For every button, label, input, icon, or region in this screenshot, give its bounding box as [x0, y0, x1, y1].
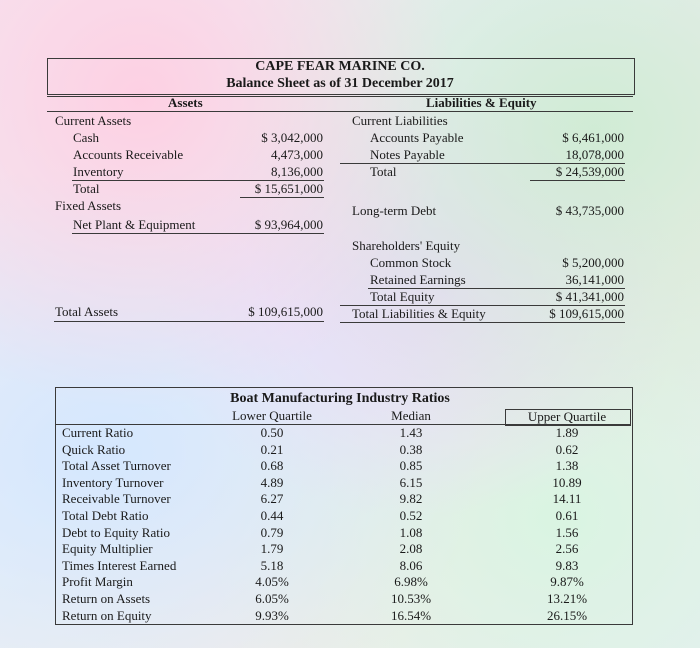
header-rule-bottom — [47, 111, 633, 112]
ratio-median: 9.82 — [399, 491, 423, 506]
ratio-lower: 0.68 — [260, 458, 284, 473]
ratio-lower: 5.18 — [260, 558, 284, 573]
inventory-label: Inventory — [73, 164, 124, 179]
tle-value: $ 109,615,000 — [549, 306, 624, 321]
total-ca-value: $ 15,651,000 — [254, 181, 323, 196]
ratio-name: Total Asset Turnover — [62, 458, 171, 473]
ratio-upper: 1.38 — [555, 458, 579, 473]
ratio-name: Times Interest Earned — [62, 558, 177, 573]
ratio-median: 1.08 — [399, 525, 423, 540]
ratio-name: Profit Margin — [62, 574, 133, 589]
ratio-lower: 0.21 — [260, 442, 284, 457]
cash-value: $ 3,042,000 — [261, 130, 323, 145]
se-label: Shareholders' Equity — [352, 238, 461, 253]
ratio-median: 10.53% — [390, 591, 432, 606]
ratio-median: 6.98% — [394, 574, 428, 589]
ratio-name: Total Debt Ratio — [62, 508, 149, 523]
te-value: $ 41,341,000 — [555, 289, 624, 304]
np-label: Notes Payable — [370, 147, 445, 162]
ratio-upper: 10.89 — [552, 475, 582, 490]
total-assets-label: Total Assets — [55, 304, 119, 319]
total-cl-label: Total — [370, 164, 397, 179]
cash-label: Cash — [73, 130, 99, 145]
ratio-upper: 1.56 — [555, 525, 579, 540]
ratio-name: Debt to Equity Ratio — [62, 525, 170, 540]
ratio-name: Return on Equity — [62, 608, 152, 623]
re-value: 36,141,000 — [565, 272, 624, 287]
cs-value: $ 5,200,000 — [562, 255, 624, 270]
total-ca-label: Total — [73, 181, 100, 196]
header-rule-top — [47, 96, 633, 97]
ratio-lower: 1.79 — [260, 541, 284, 556]
ratio-name: Equity Multiplier — [62, 541, 153, 556]
ratio-lower: 4.89 — [260, 475, 284, 490]
ratio-upper: 0.62 — [555, 442, 579, 457]
ratio-name: Current Ratio — [62, 425, 134, 440]
ratio-lower: 6.27 — [260, 491, 284, 506]
balance-sheet-subtitle: Balance Sheet as of 31 December 2017 — [226, 76, 454, 91]
ratio-median: 1.43 — [399, 425, 423, 440]
ap-value: $ 6,461,000 — [562, 130, 624, 145]
ratio-median: 16.54% — [390, 608, 432, 623]
ratio-median: 0.52 — [399, 508, 423, 523]
npe-rule — [72, 233, 324, 234]
ratio-upper: 26.15% — [546, 608, 588, 623]
ratio-median: 0.38 — [399, 442, 423, 457]
fixed-assets-label: Fixed Assets — [55, 198, 122, 213]
total-ca-rule — [240, 197, 324, 198]
ratio-name: Return on Assets — [62, 591, 151, 606]
inventory-value: 8,136,000 — [271, 164, 323, 179]
ratio-lower: 0.44 — [260, 508, 284, 523]
ratio-median: 8.06 — [399, 558, 423, 573]
ratio-upper: 14.11 — [552, 491, 582, 506]
te-label: Total Equity — [370, 289, 435, 304]
ratio-upper: 0.61 — [555, 508, 579, 523]
ratio-lower: 9.93% — [255, 608, 289, 623]
ratio-median: 2.08 — [399, 541, 423, 556]
ar-label: Accounts Receivable — [73, 147, 184, 162]
ltd-label: Long-term Debt — [352, 203, 437, 218]
ratio-upper: 9.83 — [555, 558, 579, 573]
ratio-lower: 6.05% — [255, 591, 289, 606]
current-assets-label: Current Assets — [55, 113, 132, 128]
total-assets-rule — [54, 321, 324, 322]
ratios-title: Boat Manufacturing Industry Ratios — [230, 391, 450, 406]
tle-rule — [340, 322, 625, 323]
np-value: 18,078,000 — [565, 147, 624, 162]
re-label: Retained Earnings — [370, 272, 466, 287]
ratio-median: 6.15 — [399, 475, 423, 490]
company-name: CAPE FEAR MARINE CO. — [255, 59, 425, 74]
ar-value: 4,473,000 — [271, 147, 323, 162]
ratio-name: Quick Ratio — [62, 442, 126, 457]
ratio-name: Inventory Turnover — [62, 475, 164, 490]
ratio-median: 0.85 — [399, 458, 423, 473]
total-cl-value: $ 24,539,000 — [555, 164, 624, 179]
ratio-upper: 9.87% — [550, 574, 584, 589]
ratio-upper: 2.56 — [555, 541, 579, 556]
current-liabilities-label: Current Liabilities — [352, 113, 448, 128]
ap-label: Accounts Payable — [370, 130, 464, 145]
col-median-header: Median — [391, 408, 431, 423]
ratio-lower: 0.50 — [260, 425, 284, 440]
ratio-lower: 4.05% — [255, 574, 289, 589]
npe-label: Net Plant & Equipment — [73, 217, 196, 232]
col-upper-header: Upper Quartile — [527, 409, 607, 424]
total-cl-rule — [530, 180, 625, 181]
ratio-lower: 0.79 — [260, 525, 284, 540]
liabilities-header: Liabilities & Equity — [426, 95, 537, 110]
npe-value: $ 93,964,000 — [254, 217, 323, 232]
ratio-name: Receivable Turnover — [62, 491, 171, 506]
assets-header: Assets — [168, 95, 203, 110]
col-lower-header: Lower Quartile — [232, 408, 312, 423]
ratio-upper: 13.21% — [546, 591, 588, 606]
ltd-value: $ 43,735,000 — [555, 203, 624, 218]
tle-label: Total Liabilities & Equity — [352, 306, 486, 321]
ratio-upper: 1.89 — [555, 425, 579, 440]
cs-label: Common Stock — [370, 255, 452, 270]
total-assets-value: $ 109,615,000 — [248, 304, 323, 319]
